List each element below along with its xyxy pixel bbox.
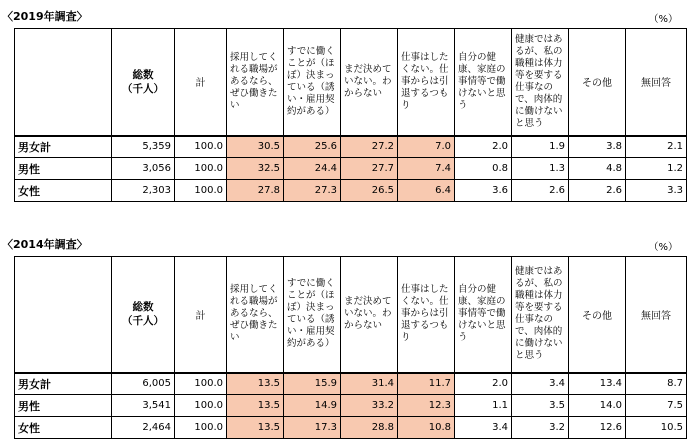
cell-c8: 8.7 — [626, 373, 687, 395]
header-row — [15, 29, 687, 136]
row-label: 男性 — [15, 395, 112, 417]
survey-table-2014 — [14, 256, 687, 439]
blank-corner — [15, 29, 112, 136]
cell-c8: 3.3 — [626, 180, 687, 202]
cell-c3: 31.4 — [341, 373, 398, 395]
cell-c5: 2.0 — [455, 373, 512, 395]
cell-c8: 1.2 — [626, 158, 687, 180]
cell-c1: 13.5 — [227, 417, 284, 439]
cell-c3: 27.2 — [341, 136, 398, 158]
cell-c5: 1.1 — [455, 395, 512, 417]
section-title: 〈2019年調査〉 — [2, 10, 88, 23]
cell-c1: 30.5 — [227, 136, 284, 158]
blank-corner — [15, 257, 112, 373]
header-c7: その他 — [569, 29, 626, 136]
cell-c3: 27.7 — [341, 158, 398, 180]
cell-c6: 2.6 — [512, 180, 569, 202]
header-c3: まだ決めていない。わからない — [341, 29, 398, 136]
section-title: 〈2014年調査〉 — [2, 238, 88, 251]
cell-c8: 7.5 — [626, 395, 687, 417]
cell-c6: 3.5 — [512, 395, 569, 417]
header-c5: 自分の健康、家庭の事情等で働けないと思う — [455, 29, 512, 136]
row-label: 男性 — [15, 158, 112, 180]
cell-c4: 12.3 — [398, 395, 455, 417]
cell-kei: 100.0 — [175, 180, 227, 202]
cell-c2: 14.9 — [284, 395, 341, 417]
header-c2: すでに働くことが（ほぼ）決まっている（誘い・雇用契約がある） — [284, 257, 341, 373]
header-c1: 採用してくれる職場があるなら、ぜひ働きたい — [227, 257, 284, 373]
cell-c7: 13.4 — [569, 373, 626, 395]
survey-table-2019 — [14, 28, 687, 202]
cell-total: 3,056 — [112, 158, 175, 180]
row-label: 女性 — [15, 417, 112, 439]
cell-c3: 28.8 — [341, 417, 398, 439]
table-row — [15, 158, 687, 180]
cell-c2: 24.4 — [284, 158, 341, 180]
table-row — [15, 417, 687, 439]
cell-c7: 14.0 — [569, 395, 626, 417]
header-total: 総数 （千人） — [112, 29, 175, 136]
cell-c1: 13.5 — [227, 395, 284, 417]
header-c7: その他 — [569, 257, 626, 373]
cell-total: 6,005 — [112, 373, 175, 395]
cell-c6: 1.9 — [512, 136, 569, 158]
cell-c4: 7.4 — [398, 158, 455, 180]
row-label: 男女計 — [15, 373, 112, 395]
cell-kei: 100.0 — [175, 158, 227, 180]
cell-c2: 17.3 — [284, 417, 341, 439]
header-c4: 仕事はしたくない。仕事からは引退するつもり — [398, 257, 455, 373]
cell-total: 5,359 — [112, 136, 175, 158]
cell-c1: 13.5 — [227, 373, 284, 395]
cell-c2: 25.6 — [284, 136, 341, 158]
header-c8: 無回答 — [626, 257, 687, 373]
table-row — [15, 373, 687, 395]
header-kei: 計 — [175, 257, 227, 373]
cell-kei: 100.0 — [175, 395, 227, 417]
cell-c1: 27.8 — [227, 180, 284, 202]
table-row — [15, 136, 687, 158]
cell-c6: 1.3 — [512, 158, 569, 180]
row-label: 女性 — [15, 180, 112, 202]
cell-kei: 100.0 — [175, 373, 227, 395]
cell-c8: 10.5 — [626, 417, 687, 439]
cell-c2: 27.3 — [284, 180, 341, 202]
cell-c4: 11.7 — [398, 373, 455, 395]
header-c5: 自分の健康、家庭の事情等で働けないと思う — [455, 257, 512, 373]
header-c8: 無回答 — [626, 29, 687, 136]
cell-total: 2,303 — [112, 180, 175, 202]
cell-c5: 3.4 — [455, 417, 512, 439]
cell-kei: 100.0 — [175, 136, 227, 158]
cell-c7: 12.6 — [569, 417, 626, 439]
cell-c6: 3.2 — [512, 417, 569, 439]
cell-total: 3,541 — [112, 395, 175, 417]
cell-c3: 33.2 — [341, 395, 398, 417]
unit-label: （%） — [648, 14, 678, 25]
cell-c5: 0.8 — [455, 158, 512, 180]
cell-total: 2,464 — [112, 417, 175, 439]
cell-c8: 2.1 — [626, 136, 687, 158]
cell-c4: 10.8 — [398, 417, 455, 439]
header-c2: すでに働くことが（ほぼ）決まっている（誘い・雇用契約がある） — [284, 29, 341, 136]
table-row — [15, 395, 687, 417]
cell-c7: 2.6 — [569, 180, 626, 202]
cell-c2: 15.9 — [284, 373, 341, 395]
header-c3: まだ決めていない。わからない — [341, 257, 398, 373]
cell-c6: 3.4 — [512, 373, 569, 395]
cell-c1: 32.5 — [227, 158, 284, 180]
cell-c4: 7.0 — [398, 136, 455, 158]
header-kei: 計 — [175, 29, 227, 136]
cell-c3: 26.5 — [341, 180, 398, 202]
row-label: 男女計 — [15, 136, 112, 158]
header-total: 総数 （千人） — [112, 257, 175, 373]
header-row — [15, 257, 687, 373]
cell-c5: 2.0 — [455, 136, 512, 158]
unit-label: （%） — [648, 242, 678, 253]
header-c1: 採用してくれる職場があるなら、ぜひ働きたい — [227, 29, 284, 136]
cell-kei: 100.0 — [175, 417, 227, 439]
header-c6: 健康ではあるが、私の職種は体力等を要する仕事なので、肉体的に働けないと思う — [512, 29, 569, 136]
table-row — [15, 180, 687, 202]
cell-c7: 3.8 — [569, 136, 626, 158]
header-c6: 健康ではあるが、私の職種は体力等を要する仕事なので、肉体的に働けないと思う — [512, 257, 569, 373]
header-c4: 仕事はしたくない。仕事からは引退するつもり — [398, 29, 455, 136]
cell-c4: 6.4 — [398, 180, 455, 202]
cell-c5: 3.6 — [455, 180, 512, 202]
cell-c7: 4.8 — [569, 158, 626, 180]
